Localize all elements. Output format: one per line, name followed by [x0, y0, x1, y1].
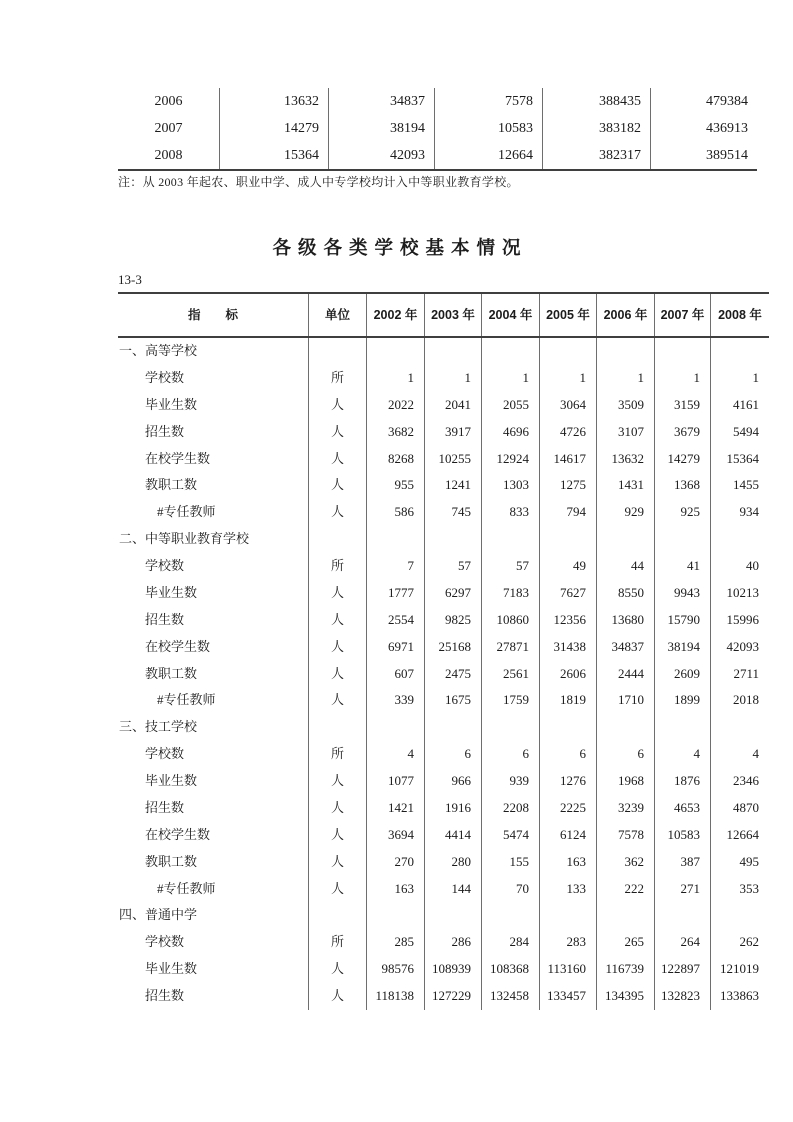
- main-table-body: [118, 338, 769, 1010]
- value-cell: 2444: [597, 661, 655, 688]
- value-cell: [655, 338, 711, 365]
- value-cell: [425, 902, 482, 929]
- year-cell: 2007: [118, 115, 220, 142]
- value-cell: [711, 902, 769, 929]
- value-cell: [425, 526, 482, 553]
- value-cell: 7: [367, 553, 425, 580]
- value-cell: 1675: [425, 687, 482, 714]
- unit-cell: [309, 526, 367, 553]
- value-cell: 3917: [425, 419, 482, 446]
- value-cell: 40: [746, 558, 759, 573]
- value-cell: 264: [655, 929, 711, 956]
- value-cell: 12664: [435, 142, 543, 169]
- continued-table-body: [118, 88, 757, 171]
- value-cell: 4: [655, 741, 711, 768]
- value-cell: 2475: [425, 661, 482, 688]
- value-cell: 13632: [220, 88, 329, 115]
- value-cell: [482, 526, 540, 553]
- indicator-label: 学校数: [118, 365, 309, 392]
- value-cell: 1303: [482, 472, 540, 499]
- indicator-label: 学校数: [118, 553, 309, 580]
- indicator-label: 学校数: [118, 741, 309, 768]
- indicator-label: 四、普通中学: [118, 902, 309, 929]
- value-cell: [597, 714, 655, 741]
- value-cell: 3509: [597, 392, 655, 419]
- indicator-label: #专任教师: [118, 876, 309, 903]
- value-cell: 794: [540, 499, 597, 526]
- unit-cell: [309, 902, 367, 929]
- value-cell: 127229: [425, 983, 482, 1010]
- value-cell: 118138: [367, 983, 425, 1010]
- value-cell: 121019: [720, 961, 759, 977]
- unit-column-header: 单位: [309, 294, 367, 336]
- value-cell: 108368: [482, 956, 540, 983]
- value-cell: 222: [597, 876, 655, 903]
- unit-cell: 人: [309, 822, 367, 849]
- unit-cell: 人: [309, 795, 367, 822]
- value-cell: 362: [597, 849, 655, 876]
- value-cell: 133: [540, 876, 597, 903]
- value-cell: [655, 902, 711, 929]
- value-cell: [597, 902, 655, 929]
- indicator-label: 二、中等职业教育学校: [118, 526, 309, 553]
- indicator-label: 招生数: [118, 983, 309, 1010]
- value-cell: 1: [752, 369, 759, 385]
- value-cell: 10213: [726, 584, 759, 600]
- value-cell: 13632: [597, 446, 655, 473]
- year-column-header: 2008 年: [718, 308, 762, 322]
- value-cell: 12664: [726, 826, 759, 842]
- value-cell: 155: [482, 849, 540, 876]
- value-cell: 285: [367, 929, 425, 956]
- value-cell: 387: [655, 849, 711, 876]
- value-cell: 1: [482, 365, 540, 392]
- value-cell: 1968: [597, 768, 655, 795]
- value-cell: 10860: [482, 607, 540, 634]
- value-cell: 7578: [435, 88, 543, 115]
- value-cell: [711, 338, 769, 365]
- year-column-header: 2002 年: [367, 294, 425, 336]
- value-cell: 382317: [543, 142, 651, 169]
- value-cell: 1710: [597, 687, 655, 714]
- indicator-label: 一、高等学校: [118, 338, 309, 365]
- value-cell: [482, 338, 540, 365]
- value-cell: 34837: [597, 634, 655, 661]
- value-cell: [711, 714, 769, 741]
- value-cell: 284: [482, 929, 540, 956]
- unit-cell: 人: [309, 446, 367, 473]
- value-cell: 3064: [540, 392, 597, 419]
- value-cell: 4161: [733, 396, 759, 412]
- value-cell: 7578: [597, 822, 655, 849]
- unit-cell: 人: [309, 419, 367, 446]
- value-cell: 4: [752, 746, 759, 762]
- value-cell: [655, 714, 711, 741]
- value-cell: 133457: [540, 983, 597, 1010]
- value-cell: 163: [540, 849, 597, 876]
- value-cell: 5474: [482, 822, 540, 849]
- value-cell: 31438: [540, 634, 597, 661]
- value-cell: 934: [739, 504, 759, 520]
- value-cell: 144: [425, 876, 482, 903]
- value-cell: 388435: [543, 88, 651, 115]
- value-cell: 1455: [733, 477, 759, 493]
- value-cell: 13680: [597, 607, 655, 634]
- unit-cell: 人: [309, 983, 367, 1010]
- value-cell: 25168: [425, 634, 482, 661]
- value-cell: 4870: [733, 799, 759, 815]
- value-cell: 1: [597, 365, 655, 392]
- value-cell: 1876: [655, 768, 711, 795]
- value-cell: 280: [425, 849, 482, 876]
- unit-cell: 人: [309, 580, 367, 607]
- value-cell: 5494: [733, 423, 759, 439]
- unit-cell: 人: [309, 956, 367, 983]
- value-cell: 2208: [482, 795, 540, 822]
- value-cell: 41: [655, 553, 711, 580]
- value-cell: 15996: [726, 611, 759, 627]
- value-cell: 955: [367, 472, 425, 499]
- year-column-header: 2004 年: [482, 294, 540, 336]
- value-cell: 479384: [706, 94, 748, 109]
- value-cell: 98576: [367, 956, 425, 983]
- indicator-label: 招生数: [118, 607, 309, 634]
- indicator-label: 在校学生数: [118, 822, 309, 849]
- value-cell: 939: [482, 768, 540, 795]
- year-column-header: 2006 年: [597, 294, 655, 336]
- value-cell: 116739: [597, 956, 655, 983]
- value-cell: 42093: [329, 142, 435, 169]
- value-cell: [425, 714, 482, 741]
- indicator-label: 毕业生数: [118, 956, 309, 983]
- indicator-label: 学校数: [118, 929, 309, 956]
- value-cell: 113160: [540, 956, 597, 983]
- value-cell: [367, 526, 425, 553]
- value-cell: 14279: [220, 115, 329, 142]
- value-cell: 265: [597, 929, 655, 956]
- value-cell: 70: [482, 876, 540, 903]
- value-cell: [482, 714, 540, 741]
- value-cell: 262: [739, 934, 759, 950]
- unit-cell: 人: [309, 392, 367, 419]
- value-cell: 270: [367, 849, 425, 876]
- value-cell: 6971: [367, 634, 425, 661]
- value-cell: 4: [367, 741, 425, 768]
- unit-cell: 所: [309, 929, 367, 956]
- indicator-label: 教职工数: [118, 849, 309, 876]
- value-cell: 2609: [655, 661, 711, 688]
- value-cell: 6124: [540, 822, 597, 849]
- value-cell: 6297: [425, 580, 482, 607]
- value-cell: 2346: [733, 773, 759, 788]
- value-cell: 1916: [425, 795, 482, 822]
- value-cell: 34837: [329, 88, 435, 115]
- value-cell: 57: [425, 553, 482, 580]
- table-footnote: 注：从 2003 年起农、职业中学、成人中专学校均计入中等职业教育学校。: [118, 175, 519, 189]
- unit-cell: 所: [309, 553, 367, 580]
- value-cell: [367, 714, 425, 741]
- value-cell: 833: [482, 499, 540, 526]
- year-cell: 2008: [118, 142, 220, 169]
- value-cell: 1: [367, 365, 425, 392]
- indicator-label: 毕业生数: [118, 392, 309, 419]
- year-cell: 2006: [118, 88, 220, 115]
- value-cell: 1276: [540, 768, 597, 795]
- value-cell: 9825: [425, 607, 482, 634]
- value-cell: 3682: [367, 419, 425, 446]
- value-cell: 3679: [655, 419, 711, 446]
- indicator-label: 毕业生数: [118, 580, 309, 607]
- main-table-header: [118, 292, 769, 338]
- value-cell: 1: [425, 365, 482, 392]
- indicator-label: 招生数: [118, 795, 309, 822]
- unit-cell: 人: [309, 634, 367, 661]
- value-cell: 12924: [482, 446, 540, 473]
- indicator-label: 在校学生数: [118, 446, 309, 473]
- value-cell: 745: [425, 499, 482, 526]
- value-cell: 1819: [540, 687, 597, 714]
- main-table: [118, 292, 769, 1010]
- value-cell: 7183: [482, 580, 540, 607]
- value-cell: 122897: [655, 956, 711, 983]
- indicator-label: 教职工数: [118, 661, 309, 688]
- value-cell: 12356: [540, 607, 597, 634]
- value-cell: [540, 902, 597, 929]
- value-cell: 2554: [367, 607, 425, 634]
- value-cell: 4696: [482, 419, 540, 446]
- value-cell: 49: [540, 553, 597, 580]
- value-cell: 10583: [655, 822, 711, 849]
- indicator-label: #专任教师: [118, 499, 309, 526]
- value-cell: [655, 526, 711, 553]
- value-cell: [597, 338, 655, 365]
- year-column-header: 2005 年: [540, 294, 597, 336]
- value-cell: 10255: [425, 446, 482, 473]
- value-cell: 2225: [540, 795, 597, 822]
- value-cell: 1777: [367, 580, 425, 607]
- value-cell: 3107: [597, 419, 655, 446]
- value-cell: [482, 902, 540, 929]
- value-cell: 436913: [706, 121, 748, 136]
- unit-cell: 人: [309, 499, 367, 526]
- value-cell: 57: [482, 553, 540, 580]
- value-cell: 383182: [543, 115, 651, 142]
- value-cell: 586: [367, 499, 425, 526]
- value-cell: 14279: [655, 446, 711, 473]
- value-cell: 353: [739, 880, 759, 896]
- value-cell: 3694: [367, 822, 425, 849]
- value-cell: [540, 526, 597, 553]
- indicator-label: 在校学生数: [118, 634, 309, 661]
- value-cell: 2055: [482, 392, 540, 419]
- value-cell: 8550: [597, 580, 655, 607]
- page-title: 各级各类学校基本情况: [272, 237, 528, 258]
- value-cell: 163: [367, 876, 425, 903]
- value-cell: 925: [655, 499, 711, 526]
- indicator-label: 教职工数: [118, 472, 309, 499]
- value-cell: 132458: [482, 983, 540, 1010]
- value-cell: 4653: [655, 795, 711, 822]
- value-cell: 339: [367, 687, 425, 714]
- unit-cell: 所: [309, 741, 367, 768]
- value-cell: 38194: [329, 115, 435, 142]
- value-cell: 6: [482, 741, 540, 768]
- value-cell: 3239: [597, 795, 655, 822]
- unit-cell: 人: [309, 472, 367, 499]
- value-cell: [597, 526, 655, 553]
- value-cell: 14617: [540, 446, 597, 473]
- value-cell: 1: [655, 365, 711, 392]
- value-cell: 6: [540, 741, 597, 768]
- value-cell: 2018: [733, 692, 759, 708]
- value-cell: 966: [425, 768, 482, 795]
- indicator-label: 招生数: [118, 419, 309, 446]
- value-cell: [540, 714, 597, 741]
- value-cell: 607: [367, 661, 425, 688]
- value-cell: 1431: [597, 472, 655, 499]
- value-cell: 495: [739, 853, 759, 869]
- value-cell: 4414: [425, 822, 482, 849]
- indicator-label: 三、技工学校: [118, 714, 309, 741]
- year-column-header: 2007 年: [655, 294, 711, 336]
- value-cell: 42093: [726, 638, 759, 654]
- unit-cell: [309, 714, 367, 741]
- value-cell: 389514: [706, 148, 748, 163]
- value-cell: 2561: [482, 661, 540, 688]
- value-cell: 8268: [367, 446, 425, 473]
- value-cell: [711, 526, 769, 553]
- value-cell: 1: [540, 365, 597, 392]
- unit-cell: [309, 338, 367, 365]
- value-cell: 108939: [425, 956, 482, 983]
- value-cell: 38194: [655, 634, 711, 661]
- value-cell: 286: [425, 929, 482, 956]
- value-cell: 3159: [655, 392, 711, 419]
- value-cell: 6: [425, 741, 482, 768]
- unit-cell: 所: [309, 365, 367, 392]
- value-cell: [540, 338, 597, 365]
- value-cell: 271: [655, 876, 711, 903]
- value-cell: 15364: [220, 142, 329, 169]
- value-cell: 27871: [482, 634, 540, 661]
- unit-cell: 人: [309, 849, 367, 876]
- value-cell: 15790: [655, 607, 711, 634]
- unit-cell: 人: [309, 687, 367, 714]
- value-cell: 10583: [435, 115, 543, 142]
- value-cell: 1077: [367, 768, 425, 795]
- value-cell: [367, 902, 425, 929]
- year-column-header: 2003 年: [425, 294, 482, 336]
- value-cell: 929: [597, 499, 655, 526]
- value-cell: 1368: [655, 472, 711, 499]
- indicator-label: 毕业生数: [118, 768, 309, 795]
- value-cell: [367, 338, 425, 365]
- value-cell: 2711: [733, 665, 759, 681]
- value-cell: 133863: [720, 988, 759, 1003]
- value-cell: 9943: [655, 580, 711, 607]
- value-cell: 283: [540, 929, 597, 956]
- value-cell: 134395: [597, 983, 655, 1010]
- value-cell: 6: [597, 741, 655, 768]
- value-cell: 2041: [425, 392, 482, 419]
- value-cell: 1275: [540, 472, 597, 499]
- value-cell: 7627: [540, 580, 597, 607]
- unit-cell: 人: [309, 876, 367, 903]
- value-cell: 1421: [367, 795, 425, 822]
- value-cell: 2022: [367, 392, 425, 419]
- value-cell: 1241: [425, 472, 482, 499]
- unit-cell: 人: [309, 768, 367, 795]
- value-cell: 15364: [726, 450, 759, 466]
- indicator-label: #专任教师: [118, 687, 309, 714]
- value-cell: 4726: [540, 419, 597, 446]
- value-cell: [425, 338, 482, 365]
- unit-cell: 人: [309, 661, 367, 688]
- value-cell: 44: [597, 553, 655, 580]
- value-cell: 1759: [482, 687, 540, 714]
- unit-cell: 人: [309, 607, 367, 634]
- indicator-column-header: 指 标: [118, 294, 309, 336]
- table-number: 13-3: [118, 272, 142, 287]
- value-cell: 2606: [540, 661, 597, 688]
- value-cell: 1899: [655, 687, 711, 714]
- value-cell: 132823: [655, 983, 711, 1010]
